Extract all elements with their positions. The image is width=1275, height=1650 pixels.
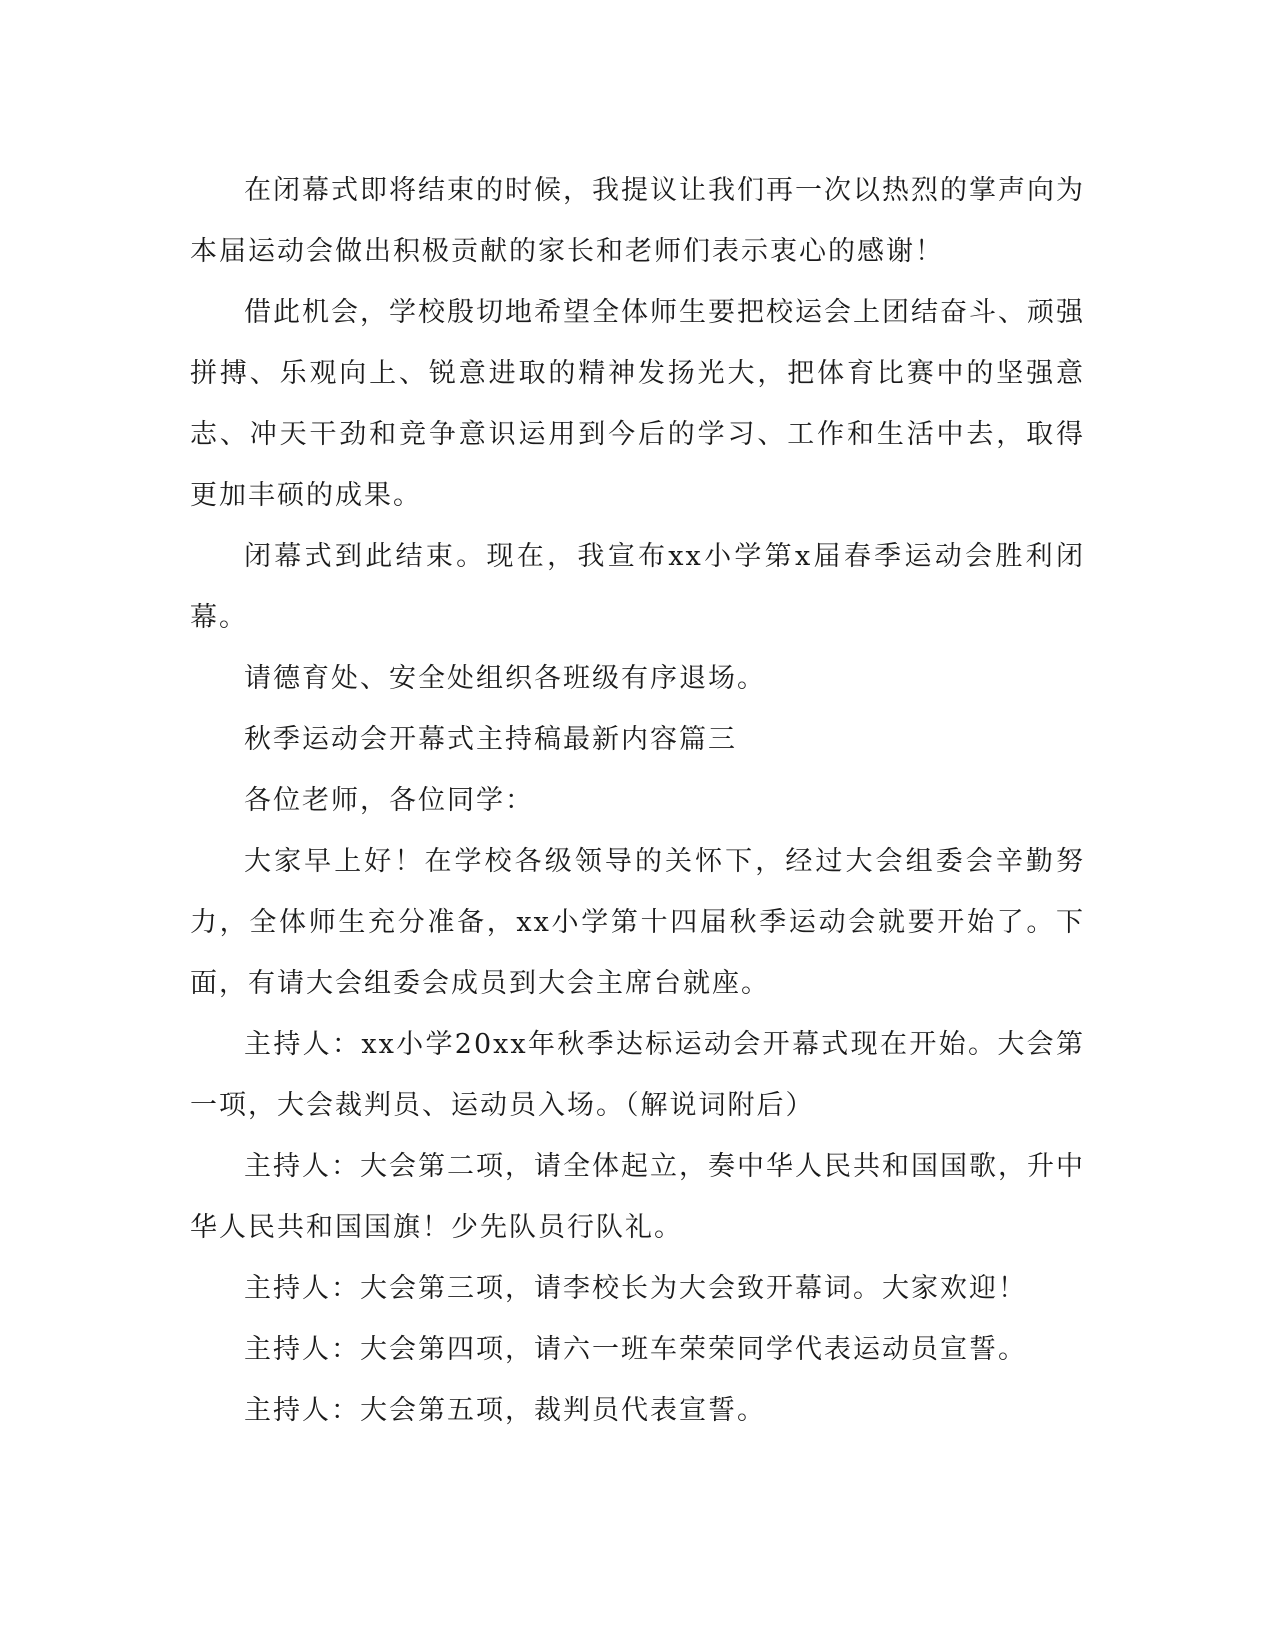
paragraph-host-item-3: 主持人：大会第三项，请李校长为大会致开幕词。大家欢迎！ (244, 1273, 1027, 1304)
paragraph-school-hopes: 借此机会，学校殷切地希望全体师生要把校运会上团结奋斗、顽强拼搏、乐观向上、锐意进取的精神发扬光大，把体育比赛中的坚强意志、冲天干劲和竞争意识运用到今后的学习、工作和生活中去，取得更加丰硕的成果。 (190, 297, 1085, 511)
paragraph-host-item-2: 主持人：大会第二项，请全体起立，奏中华人民共和国国歌，升中华人民共和国国旗！少先队员行队礼。 (190, 1151, 1085, 1243)
document-body (190, 160, 1085, 1441)
paragraph-host-item-5: 主持人：大会第五项，裁判员代表宣誓。 (244, 1395, 766, 1426)
paragraph-host-item-4: 主持人：大会第四项，请六一班车荣荣同学代表运动员宣誓。 (244, 1334, 1027, 1365)
section-heading: 秋季运动会开幕式主持稿最新内容篇三 (244, 724, 737, 755)
paragraph-closing-declaration: 闭幕式到此结束。现在，我宣布xx小学第x届春季运动会胜利闭幕。 (190, 541, 1085, 633)
paragraph-exit-instruction: 请德育处、安全处组织各班级有序退场。 (244, 663, 766, 694)
paragraph-host-item-1: 主持人：xx小学20xx年秋季达标运动会开幕式现在开始。大会第一项，大会裁判员、运动员入场。（解说词附后） (190, 1029, 1085, 1121)
paragraph-greeting: 各位老师，各位同学： (244, 785, 534, 816)
paragraph-closing-thanks: 在闭幕式即将结束的时候，我提议让我们再一次以热烈的掌声向为本届运动会做出积极贡献的家长和老师们表示衷心的感谢！ (190, 175, 1085, 267)
paragraph-opening-welcome: 大家早上好！在学校各级领导的关怀下，经过大会组委会辛勤努力，全体师生充分准备，xx小学第十四届秋季运动会就要开始了。下面，有请大会组委会成员到大会主席台就座。 (190, 846, 1085, 999)
